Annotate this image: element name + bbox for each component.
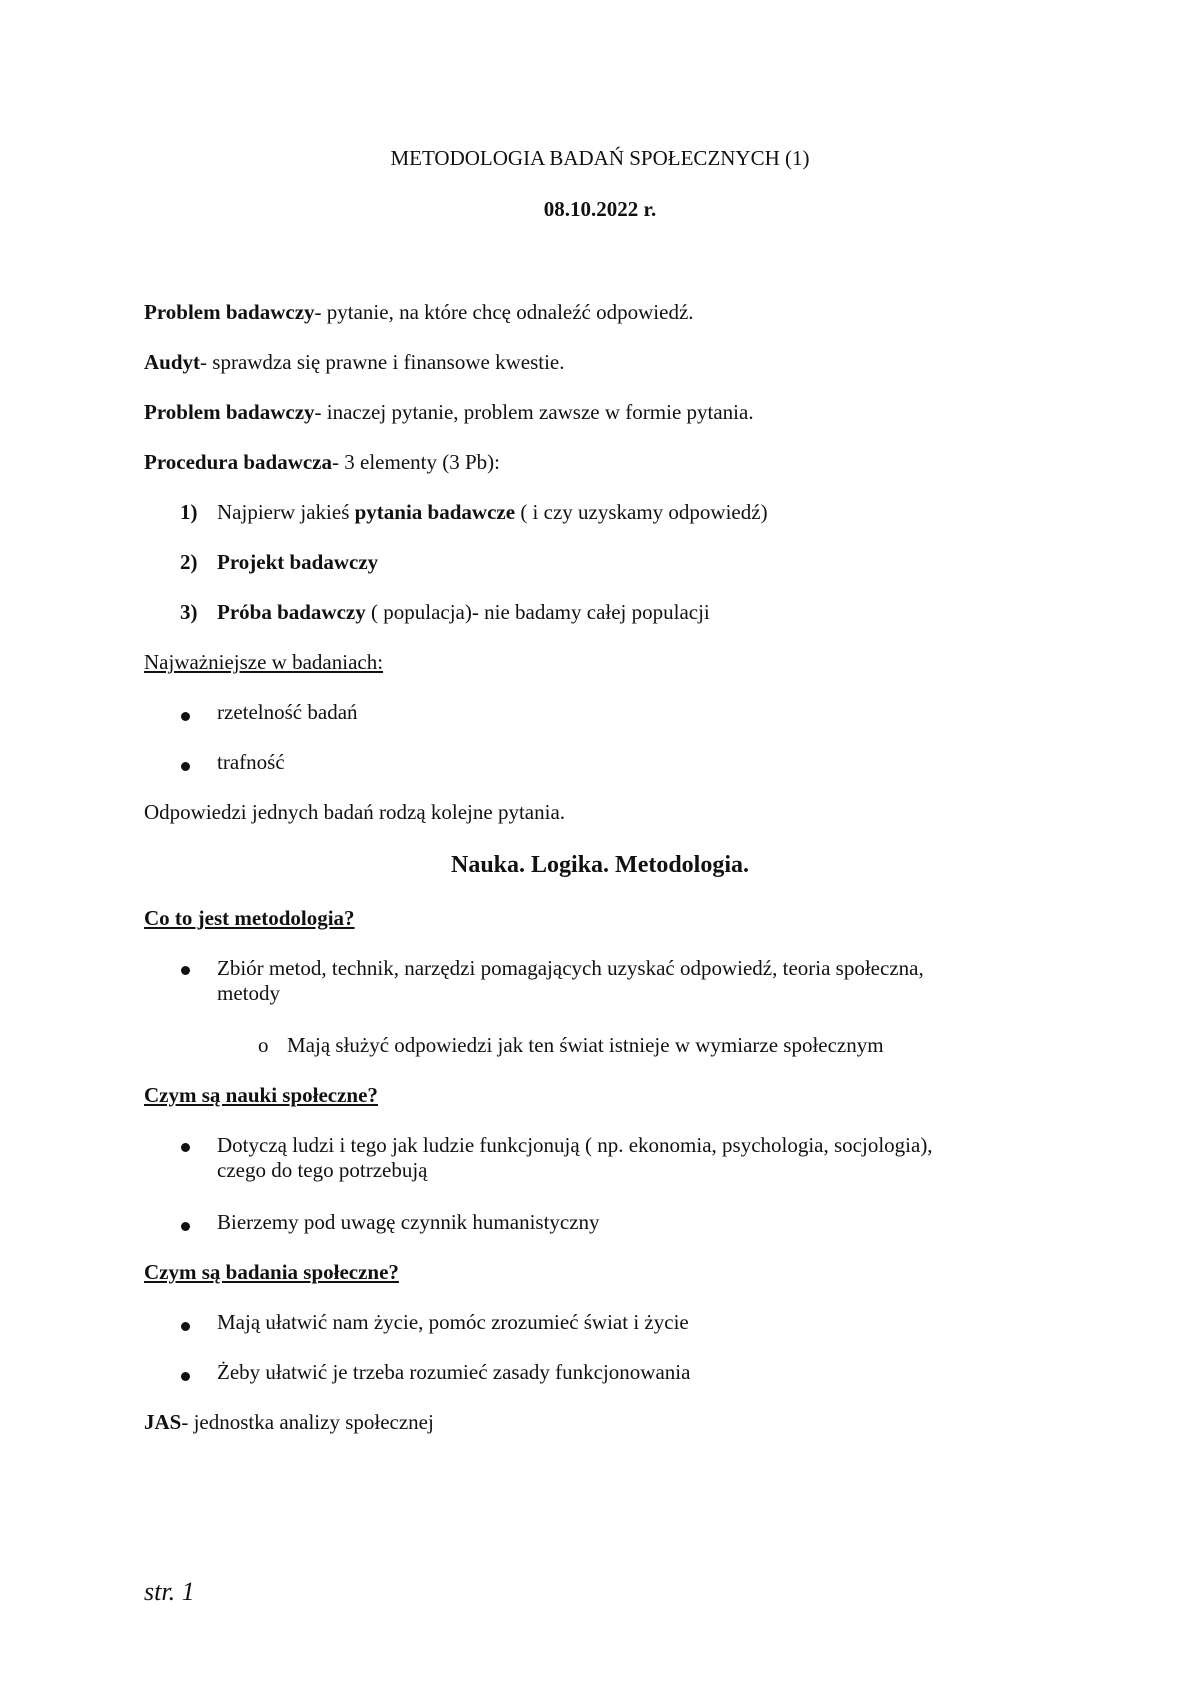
q1-heading: Co to jest metodologia? xyxy=(144,906,355,930)
q2-heading: Czym są nauki społeczne? xyxy=(144,1083,378,1107)
q1-item-1-line-1: Zbiór metod, technik, narzędzi pomagających uzyskać odpowiedź, teoria społeczna, xyxy=(217,956,924,980)
bullet-icon xyxy=(181,1322,190,1331)
definition-problem-badawczy-2 xyxy=(144,400,754,425)
q3-item-2: Żeby ułatwić je trzeba rozumieć zasady funkcjonowania xyxy=(217,1360,691,1384)
q1-item-1-line-2: metody xyxy=(217,981,280,1005)
definition-text: - inaczej pytanie, problem zawsze w formie pytania. xyxy=(314,400,754,424)
definition-text: - pytanie, na które chcę odnaleźć odpowiedź. xyxy=(314,300,694,324)
page-number: str. 1 xyxy=(144,1577,195,1606)
definition-term: JAS xyxy=(144,1410,182,1434)
procedure-item-3 xyxy=(217,600,710,625)
definition-term: Problem badawczy xyxy=(144,300,315,324)
procedure-number: 3) xyxy=(180,600,198,624)
procedure-bold: pytania badawcze xyxy=(354,500,516,524)
bullet-icon xyxy=(181,1222,190,1231)
q1-sub-item: Mają służyć odpowiedzi jak ten świat istnieje w wymiarze społecznym xyxy=(287,1033,884,1057)
document-title: METODOLOGIA BADAŃ SPOŁECZNYCH (1) xyxy=(390,146,810,170)
procedure-bold: Projekt badawczy xyxy=(217,550,379,574)
definition-text: - sprawdza się prawne i finansowe kwestie. xyxy=(200,350,565,374)
bullet-icon xyxy=(181,712,190,721)
q2-item-1-line-2: czego do tego potrzebują xyxy=(217,1158,428,1182)
sub-bullet-icon: o xyxy=(258,1033,269,1057)
definition-term: Audyt xyxy=(144,350,201,374)
q3-item-1: Mają ułatwić nam życie, pomóc zrozumieć świat i życie xyxy=(217,1310,689,1334)
definition-term: Problem badawczy xyxy=(144,400,315,424)
bullet-icon xyxy=(181,1372,190,1381)
definition-audyt xyxy=(144,350,565,375)
q2-item-2: Bierzemy pod uwagę czynnik humanistyczny xyxy=(217,1210,600,1234)
definition-text: - 3 elementy (3 Pb): xyxy=(332,450,500,474)
important-heading: Najważniejsze w badaniach: xyxy=(144,650,384,674)
q2-item-1 xyxy=(217,1133,1063,1183)
important-item-1: rzetelność badań xyxy=(217,700,358,724)
important-item-2: trafność xyxy=(217,750,285,774)
procedure-item-1 xyxy=(217,500,768,525)
q3-heading: Czym są badania społeczne? xyxy=(144,1260,399,1284)
procedure-bold: Próba badawczy xyxy=(217,600,366,624)
bullet-icon xyxy=(181,1143,190,1152)
bullet-icon xyxy=(181,762,190,771)
definition-term: Procedura badawcza xyxy=(144,450,333,474)
bullet-icon xyxy=(181,966,190,975)
definition-problem-badawczy-1 xyxy=(144,300,694,325)
procedure-number: 2) xyxy=(180,550,198,574)
note-text: Odpowiedzi jednych badań rodzą kolejne pytania. xyxy=(144,800,566,824)
procedure-text: ( i czy uzyskamy odpowiedź) xyxy=(515,500,768,524)
procedure-number: 1) xyxy=(180,500,198,524)
q1-item-1 xyxy=(217,956,1063,1006)
procedure-text: ( populacja)- nie badamy całej populacji xyxy=(365,600,710,624)
q2-item-1-line-1: Dotyczą ludzi i tego jak ludzie funkcjonują ( np. ekonomia, psychologia, socjologia), xyxy=(217,1133,933,1157)
definition-jas xyxy=(144,1410,434,1435)
definition-text: - jednostka analizy społecznej xyxy=(181,1410,434,1434)
procedure-item-2 xyxy=(217,550,378,575)
section-title: Nauka. Logika. Metodologia. xyxy=(450,852,750,878)
procedure-text: Najpierw jakieś xyxy=(217,500,355,524)
document-date: 08.10.2022 r. xyxy=(543,197,657,221)
definition-procedura-badawcza xyxy=(144,450,500,475)
